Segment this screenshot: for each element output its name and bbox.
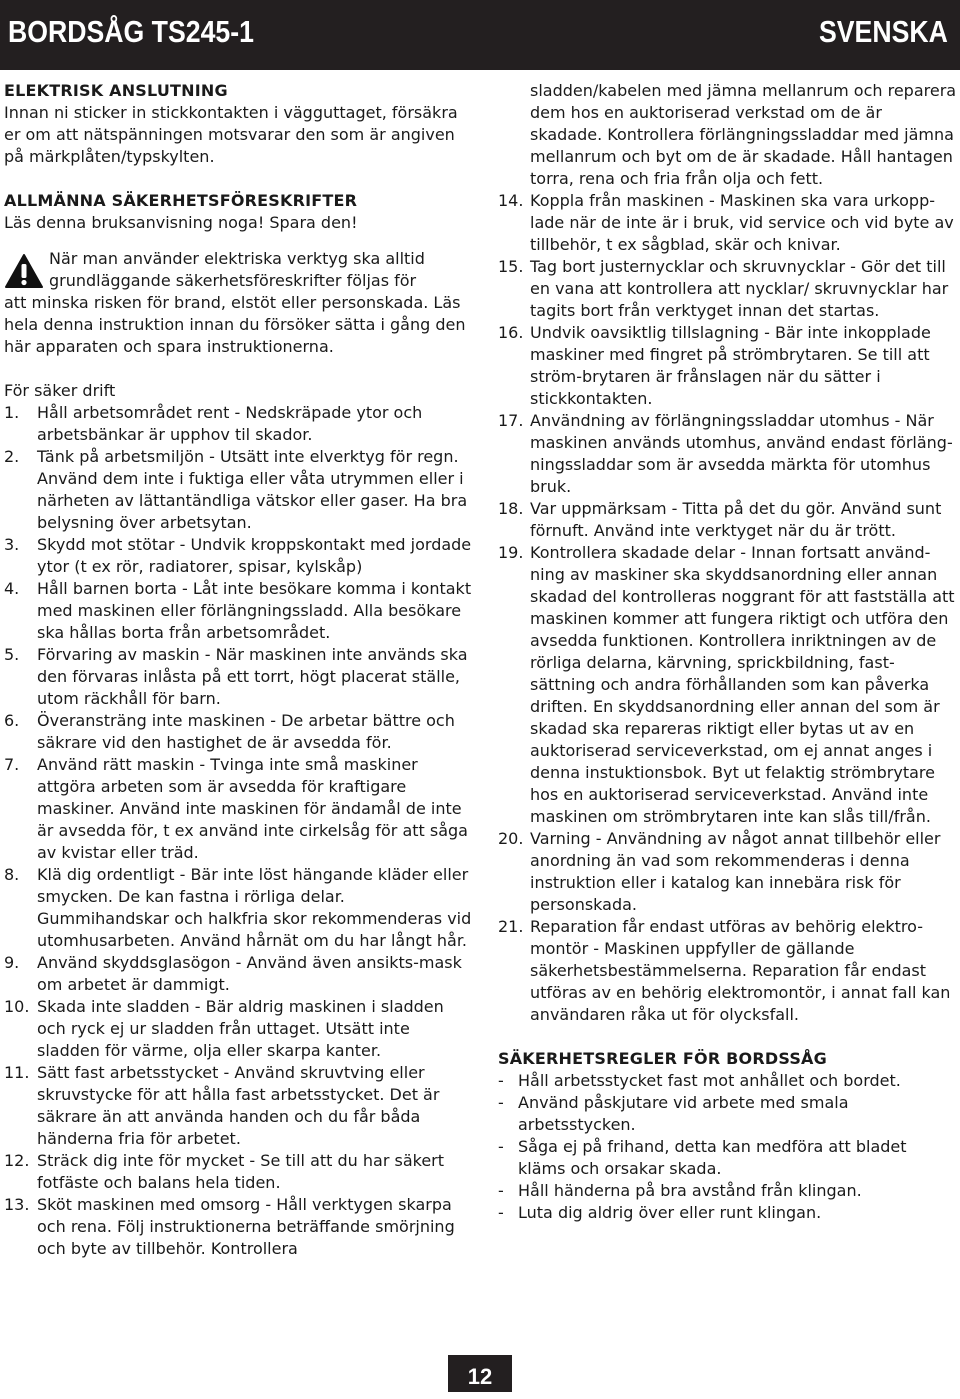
item-number: 21. [498,917,524,936]
item-13-continuation: sladden/kabelen med jämna mellanrum och reparera dem hos en auktoriserad verkstad om de är skadade. Kontrollera förlängningssladdar med jämna mellanrum och byt om de är skadade. Håll hantagen torra, rena och fria från olja och fett. [530,81,957,188]
page-number: 12 [448,1355,512,1392]
bullet-dash: - [498,1181,504,1200]
list-item [4,534,474,578]
bullet-dash: - [498,1093,504,1112]
item-number: 10. [4,997,30,1016]
item-text: Användning av förlängningssladdar utomhus - När maskinen används utomhus, använd endast förläng-ningssladdar som är avsedda märkta för utomhus bruk. [530,411,953,496]
item-number: 2. [4,447,20,466]
list-item [4,952,474,996]
item-number: 6. [4,711,20,730]
warning-line-2: grundläggande säkerhetsföreskrifter följas för [49,271,417,290]
item-text: Kontrollera skadade delar - Innan fortsatt använd-ning av maskiner ska skyddsanordning eller annan skadad del kontrolleras noggrant för att fastställa att maskinen kommer att fungera riktigt och utföra den avsedda funktionen. Kontrollera inriktningen av de rörliga delarna, kärvning, sprickbildning, fast-sättning och andra förhållanden som kan påverka driften. En skyddsanordning eller annan del som är skadad ska repareras riktigt eller bytas ut av en auktoriserad serviceverkstad, om ej annat anges i denna instuktionsbok. Byt ut felaktig strömbrytare hos en auktoriserad serviceverkstad. Använd inte maskinen om strömbrytaren inte kan slås till/från. [530,543,955,826]
rule-text: Håll händerna på bra avstånd från klingan. [518,1181,862,1200]
electric-connection-heading: ELEKTRISK ANSLUTNING [4,81,228,100]
item-number: 9. [4,953,20,972]
item-number: 3. [4,535,20,554]
item-text: Sträck dig inte för mycket - Se till att du har säkert fotfäste och balans hela tiden. [37,1151,445,1192]
list-item [498,256,958,322]
list-item [4,1062,474,1150]
item-number: 20. [498,829,524,848]
item-text: Skada inte sladden - Bär aldrig maskinen i sladden och ryck ej ur sladden från uttaget. Utsätt inte sladden för värme, olja eller skarpa kanter. [37,997,444,1060]
safe-operation-subheading: För säker drift [4,381,116,400]
page-header [0,0,960,70]
warning-line-1: När man använder elektriska verktyg ska alltid [49,249,425,268]
document-title: BORDSÅG TS245-1 [8,14,254,49]
list-item [498,1180,958,1202]
item-text: Sätt fast arbetsstycket - Använd skruvtving eller skruvstycke för att hålla fast arbetsstycket. Det är säkrare än att använda handen och du får båda händerna fria för arbetet. [37,1063,440,1148]
item-number: 8. [4,865,20,884]
item-number: 14. [498,191,524,210]
item-text: Håll arbetsområdet rent - Nedskräpade ytor och arbetsbänkar är upphov til skador. [37,403,423,444]
list-item [4,996,474,1062]
item-number: 17. [498,411,524,430]
rule-text: Håll arbetsstycket fast mot anhållet och bordet. [518,1071,901,1090]
item-number: 7. [4,755,20,774]
item-text: Reparation får endast utföras av behörig elektro-montör - Maskinen uppfyller de gällande säkerhetsbestämmelserna. Reparation får endast utföras av en behörig elektromontör, i annat fall kan användaren råka ut för olycksfall. [530,917,951,1024]
left-column [4,80,474,1260]
list-item [4,578,474,644]
item-text: Klä dig ordentligt - Bär inte löst hängande kläder eller smycken. De kan fastna i rörliga delar. Gummihandskar och halkfria skor rekommenderas vid utomhusarbeten. Använd hårnät om du har långt hår. [37,865,472,950]
electric-connection-text: Innan ni sticker in stickkontakten i vägguttaget, försäkra er om att nätspänningen motsvarar den som är angiven på märkplåten/typskylten. [4,103,458,166]
item-text: Skydd mot stötar - Undvik kroppskontakt med jordade ytor (t ex rör, radiatorer, spisar, kylskåp) [37,535,472,576]
right-column [498,80,958,1224]
item-text: Håll barnen borta - Låt inte besökare komma i kontakt med maskinen eller förlängningssladd. Alla besökare ska hållas borta från arbetsområdet. [37,579,472,642]
item-number: 13. [4,1195,30,1214]
item-number: 19. [498,543,524,562]
rule-text: Använd påskjutare vid arbete med smala arbetsstycken. [518,1093,849,1134]
item-text: Tag bort justernycklar och skruvnycklar - Gör det till en vana att kontrollera att nycklar/ skruvnycklar har tagits bort från verktyget innan det startas. [530,257,949,320]
warning-rest: att minska risken för brand, elstöt eller personskada. Läs hela denna instruktion innan du försöker sätta i gång den här apparaten och spara instruktionerna. [4,293,466,356]
item-text: Undvik oavsiktlig tillslagning - Bär inte inkopplade maskiner med fingret på strömbrytaren. Se till att ström-brytaren är frånslagen när du sätter i stickkontakten. [530,323,931,408]
item-text: Koppla från maskinen - Maskinen ska vara urkopp-lade när de inte är i bruk, vid service och vid byte av tillbehör, t ex sågblad, skär och knivar. [530,191,954,254]
item-text: Var uppmärksam - Titta på det du gör. Använd sunt förnuft. Använd inte verktyget när du är trött. [530,499,942,540]
item-number: 15. [498,257,524,276]
list-item [498,828,958,916]
list-item [498,1202,958,1224]
item-text: Sköt maskinen med omsorg - Håll verktygen skarpa och rena. Följ instruktionerna beträffande smörjning och byte av tillbehör. Kontrollera [37,1195,455,1258]
list-item [4,754,474,864]
item-number: 18. [498,499,524,518]
item-number: 12. [4,1151,30,1170]
item-text: Överansträng inte maskinen - De arbetar bättre och säkrare vid den hastighet de är avsedda för. [37,711,455,752]
list-item [4,446,474,534]
item-text: Tänk på arbetsmiljön - Utsätt inte elverktyg för regn. Använd dem inte i fuktiga eller våta utrymmen eller i närheten av lättantändliga vätskor eller gaser. Ha bra belysning över arbetsytan. [37,447,468,532]
safety-list-right [498,190,958,1026]
list-item [4,402,474,446]
table-saw-rules-list [498,1070,958,1224]
list-item [498,1136,958,1180]
item-number: 1. [4,403,20,422]
item-number: 11. [4,1063,30,1082]
general-safety-text: Läs denna bruksanvisning noga! Spara den! [4,213,358,232]
list-item [4,1150,474,1194]
item-text: Använd skyddsglasögon - Använd även ansikts-mask om arbetet är dammigt. [37,953,462,994]
list-item [498,322,958,410]
item-number: 4. [4,579,20,598]
list-item [498,190,958,256]
bullet-dash: - [498,1071,504,1090]
list-item [498,498,958,542]
list-item [4,1194,474,1260]
list-item [498,1070,958,1092]
item-number: 16. [498,323,524,342]
item-text: Förvaring av maskin - När maskinen inte används ska den förvaras inlåsta på ett torrt, högt placerat ställe, utom räckhåll för barn. [37,645,468,708]
list-item [498,542,958,828]
rule-text: Såga ej på frihand, detta kan medföra att bladet kläms och orsakar skada. [518,1137,907,1178]
rule-text: Luta dig aldrig över eller runt klingan. [518,1203,822,1222]
language-label: SVENSKA [819,14,948,49]
item-number: 5. [4,645,20,664]
warning-triangle-icon [4,253,44,289]
list-item [4,644,474,710]
list-item [4,864,474,952]
bullet-dash: - [498,1203,504,1222]
general-safety-heading: ALLMÄNNA SÄKERHETSFÖRESKRIFTER [4,191,358,210]
list-item [498,916,958,1026]
item-text: Använd rätt maskin - Tvinga inte små maskiner attgöra arbeten som är avsedda för kraftigare maskiner. Använd inte maskinen för ändamål de inte är avsedda för, t ex använd inte cirkelsåg för att såga av kvistar eller träd. [37,755,468,862]
warning-block [4,248,474,358]
safety-list-left [4,402,474,1260]
table-saw-rules-heading: SÄKERHETSREGLER FÖR BORDSSÅG [498,1049,827,1068]
item-text: Varning - Användning av något annat tillbehör eller anordning än vad som rekommenderas i denna instruktion eller i katalog kan innebära risk för personskada. [530,829,941,914]
list-item [498,1092,958,1136]
list-item [4,710,474,754]
bullet-dash: - [498,1137,504,1156]
list-item [498,410,958,498]
